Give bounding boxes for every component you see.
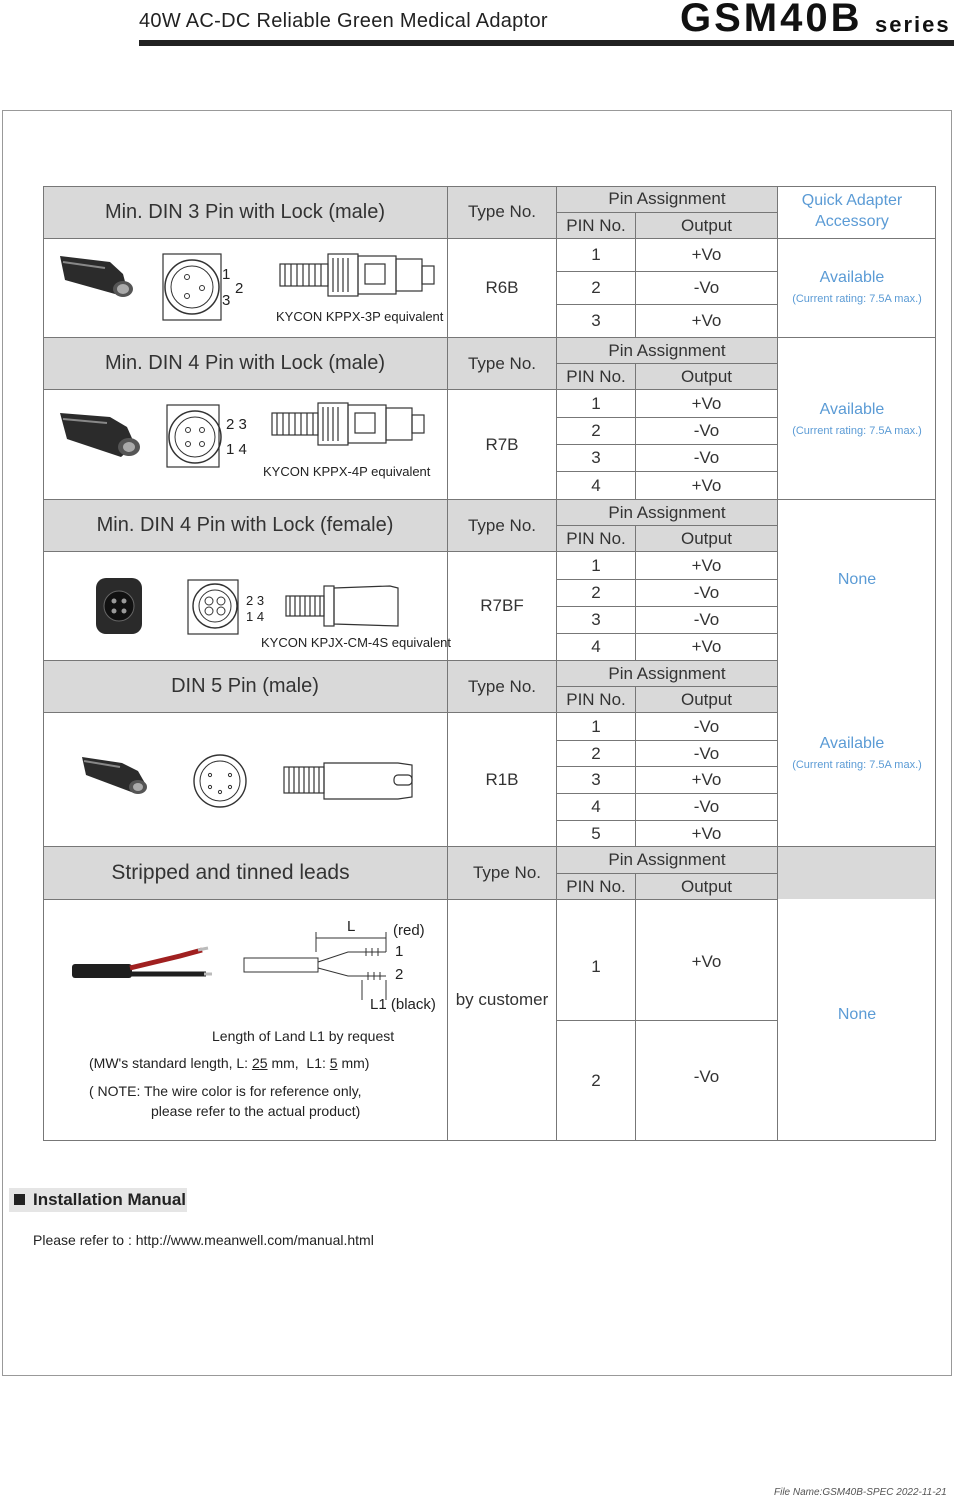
row-r6b-pin-assignment: Pin Assignment: [608, 189, 726, 208]
row-r6b-accessory: Available: [819, 269, 885, 286]
leads-label-red: (red): [393, 922, 425, 939]
leads-diagram: [70, 918, 410, 1018]
leads-note-line1: ( NOTE: The wire color is for reference only,: [89, 1083, 362, 1099]
series-label: series: [875, 12, 951, 37]
side-drawing: [286, 586, 398, 626]
leads-standard-length: [89, 1055, 369, 1071]
row-r7bf-pin-assignment: Pin Assignment: [608, 502, 726, 522]
pin-no: 2: [591, 278, 601, 297]
row-r7b-type: R7B: [485, 434, 519, 454]
std-length-L1: 5: [329, 1055, 338, 1071]
row-r6b-name: Min. DIN 3 Pin with Lock (male): [104, 200, 386, 223]
pin-output: +Vo: [691, 311, 722, 330]
row-leads-accessory: None: [837, 1006, 877, 1023]
pin-no: 1: [591, 716, 601, 736]
row-leads-name: Stripped and tinned leads: [111, 861, 350, 884]
std-length-mid: mm, L1:: [271, 1055, 326, 1071]
row-leads-output-label: Output: [680, 876, 733, 896]
row-r7bf-name: Min. DIN 4 Pin with Lock (female): [96, 514, 394, 536]
pin-no: 2: [591, 421, 601, 440]
installation-link-text[interactable]: Please refer to : http://www.meanwell.com/manual.html: [33, 1232, 374, 1248]
row-r6b-output-label: Output: [680, 215, 733, 235]
row-r7bf-type-label: Type No.: [467, 515, 537, 535]
row-r1b-type: R1B: [485, 769, 519, 789]
pin-output: +Vo: [691, 475, 722, 495]
std-length-prefix: (MW's standard length, L:: [89, 1055, 249, 1071]
pin-output: +Vo: [691, 245, 722, 264]
r7bf-pin-label-bottom: 1 4: [246, 609, 265, 624]
pin-output: -Vo: [693, 797, 720, 816]
r6b-pin-label-1: 1: [222, 266, 231, 283]
leads-label-pin1: 1: [395, 943, 404, 960]
pin-no: 2: [591, 743, 601, 763]
plug-photo: [60, 413, 140, 457]
row-leads-type: by customer: [455, 990, 549, 1009]
pin-output: +Vo: [691, 393, 722, 413]
plug-photo: [60, 256, 133, 297]
accessory-header-line2: Accessory: [815, 213, 889, 230]
row-r7b-output-label: Output: [680, 366, 733, 386]
r7b-pin-label-bottom: 1 4: [226, 441, 247, 458]
row-r7bf-type: R7BF: [480, 596, 524, 615]
pin-no: 3: [591, 770, 601, 789]
pin-output: -Vo: [693, 1067, 720, 1086]
pin-face: [167, 405, 221, 467]
std-length-suffix: mm): [341, 1055, 370, 1071]
pin-no: 1: [591, 957, 601, 976]
row-r7b-name: Min. DIN 4 Pin with Lock (male): [104, 352, 386, 374]
leads-note-line2: please refer to the actual product): [151, 1103, 361, 1119]
pin-no: 5: [591, 823, 601, 843]
plug-photo: [82, 757, 147, 794]
row-leads-type-label: Type No.: [472, 863, 542, 882]
row-r7b-accessory: Available: [819, 401, 885, 418]
pin-output: +Vo: [691, 637, 722, 656]
row-r1b-type-label: Type No.: [467, 676, 537, 696]
installation-title: Installation Manual: [33, 1190, 187, 1209]
row-r1b-name: DIN 5 Pin (male): [171, 675, 319, 697]
pin-no: 4: [591, 797, 601, 816]
side-drawing: [284, 763, 412, 799]
r7bf-pin-label-top: 2 3: [246, 593, 265, 608]
row-r7b-pin-no-label: PIN No.: [566, 366, 626, 386]
file-name-footer: File Name:GSM40B-SPEC 2022-11-21: [774, 1487, 947, 1498]
cable-photo: [72, 948, 212, 978]
pin-face: [163, 254, 221, 320]
leads-label-pin2: 2: [395, 966, 404, 983]
header-rule: [139, 40, 954, 46]
row-r1b-output-label: Output: [680, 689, 733, 709]
pin-output: +Vo: [691, 952, 722, 971]
r6b-pin-label-2: 2: [235, 280, 244, 297]
row-r6b-type: R6B: [485, 278, 519, 297]
row-r1b-rating: (Current rating: 7.5A max.): [792, 759, 922, 771]
r7b-pin-label-top: 2 3: [226, 416, 247, 433]
pin-no: 1: [591, 555, 601, 575]
pin-no: 3: [591, 610, 601, 629]
section-bullet-icon: [14, 1194, 25, 1205]
pin-output: -Vo: [693, 610, 720, 629]
std-length-L: 25: [251, 1055, 268, 1071]
row-leads-pin-no-label: PIN No.: [566, 876, 626, 896]
pin-no: 2: [591, 1071, 601, 1090]
connector-diagram-r1b: [78, 745, 423, 815]
document-title: 40W AC-DC Reliable Green Medical Adaptor: [139, 10, 548, 32]
leads-label-black: L1 (black): [370, 996, 436, 1013]
pin-no: 3: [591, 311, 601, 330]
row-r7bf-output-label: Output: [680, 528, 733, 548]
pin-output: -Vo: [693, 421, 720, 440]
side-drawing: [272, 403, 424, 445]
row-r1b-pin-no-label: PIN No.: [566, 689, 626, 709]
row-r1b-pin-assignment: Pin Assignment: [608, 663, 726, 683]
row-leads-pin-assignment: Pin Assignment: [608, 850, 726, 869]
pin-no: 4: [591, 637, 601, 656]
pin-no: 2: [591, 583, 601, 602]
row-r6b-type-label: Type No.: [467, 202, 537, 221]
pin-output: +Vo: [691, 555, 722, 575]
socket-face: [188, 580, 238, 634]
dimension-drawing: [244, 932, 386, 1000]
jack-photo: [96, 578, 142, 634]
row-r6b-rating: (Current rating: 7.5A max.): [792, 293, 922, 305]
row-r7b-type-label: Type No.: [467, 353, 537, 373]
accessory-header-line1: Quick Adapter: [801, 192, 903, 209]
pin-face: [194, 755, 246, 807]
pin-no: 1: [591, 393, 601, 413]
row-divider: [778, 238, 936, 239]
pin-output: -Vo: [693, 583, 720, 602]
pin-no: 4: [591, 475, 601, 495]
side-drawing: [280, 254, 434, 296]
r7bf-equivalent: KYCON KPJX-CM-4S equivalent: [261, 635, 452, 650]
leads-length-note: Length of Land L1 by request: [212, 1028, 395, 1044]
row-r6b-pin-no-label: PIN No.: [566, 215, 626, 235]
row-r7b-pin-assignment: Pin Assignment: [608, 340, 726, 360]
leads-label-L: L: [347, 918, 356, 935]
pin-output: +Vo: [691, 823, 722, 843]
row-r7b-rating: (Current rating: 7.5A max.): [792, 425, 922, 437]
pin-output: -Vo: [693, 716, 720, 736]
r6b-equivalent: KYCON KPPX-3P equivalent: [276, 309, 444, 324]
row-r7bf-pin-no-label: PIN No.: [566, 528, 626, 548]
pin-no: 3: [591, 448, 601, 467]
pin-output: -Vo: [693, 278, 720, 297]
model-name: GSM40B: [680, 0, 863, 40]
connector-diagram-r7b: [55, 395, 450, 475]
pin-no: 1: [591, 245, 601, 264]
r6b-pin-label-3: 3: [222, 292, 231, 309]
pin-output: -Vo: [693, 743, 720, 763]
r7b-equivalent: KYCON KPPX-4P equivalent: [263, 464, 431, 479]
row-r1b-accessory: Available: [819, 735, 885, 752]
row-r7bf-accessory: None: [837, 571, 877, 588]
pin-output: -Vo: [693, 448, 720, 467]
pin-output: +Vo: [691, 770, 722, 789]
